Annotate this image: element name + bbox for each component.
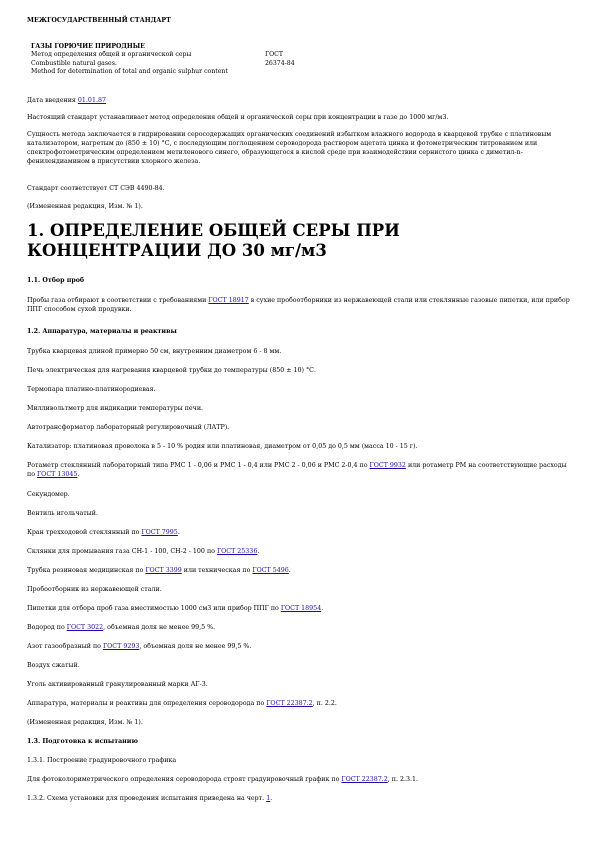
gost-5496-link[interactable]: ГОСТ 5496 — [252, 567, 289, 574]
section-1-title: 1. ОПРЕДЕЛЕНИЕ ОБЩЕЙ СЕРЫ ПРИ КОНЦЕНТРАЦИИ ДО 30 мг/м3 — [27, 221, 400, 260]
list-item: Склянки для промывания газа СН-1 - 100, СН-2 - 100 по ГОСТ 25336. — [27, 548, 260, 555]
subsection-1-1-title: 1.1. Отбор проб — [27, 277, 85, 284]
list-item: Пипетки для отбора проб газа вместимостью 1000 см3 или прибор ППГ по ГОСТ 18954. — [27, 605, 324, 612]
gost-13045-link[interactable]: ГОСТ 13045 — [37, 471, 78, 478]
list-item: Милливольтметр для индикации температуры печи. — [27, 405, 204, 412]
gost-9932-link[interactable]: ГОСТ 9932 — [369, 462, 406, 469]
list-item: Вентиль игольчатый. — [27, 510, 98, 517]
list-item: Пробоотборник из нержавеющей стали. — [27, 586, 162, 593]
list-item: Катализатор: платиновая проволока в 5 - 10 % родия или платиновая, диаметром от 0,05 до 0,5 мм (масса 10 - 15 г). — [27, 443, 418, 450]
list-item: Трубка кварцевая длиной примерно 50 см, внутренним диаметром 6 - 8 мм. — [27, 348, 282, 355]
list-item: Автотрансформатор лабораторный регулировочный (ЛАТР). — [27, 424, 230, 431]
meta-row — [31, 51, 571, 59]
list-item: Кран трехходовой стеклянный по ГОСТ 7995. — [27, 529, 180, 536]
gost-7995-link[interactable]: ГОСТ 7995 — [141, 529, 178, 536]
drawing-1-link[interactable]: 1 — [266, 795, 271, 802]
meta-row — [31, 60, 571, 68]
gost-22387-2-link[interactable]: ГОСТ 22387.2 — [341, 776, 388, 783]
method-essence-paragraph: Сущность метода заключается в гидрировании серосодержащих органических соединений избытком влажного водорода в кварцевой трубке с платиновым катализатором, нагретым до (850 ± 10) °С, с последующим поглощением сероводорода раствором ацетата цинка и фотометрическим титрованием или спектрофотометрическим определением метиленового синего, образующегося в кислой среде при взаимодействии сернистого цинка с диметил-n-фенилендиамином в присутствии хлорного железа. — [27, 131, 552, 165]
list-item: Термопара платино-платинородиевая. — [27, 386, 156, 393]
subsection-1-3-1-title: 1.3.1. Построение градуировочного графика — [27, 757, 177, 764]
gost-18917-link[interactable]: ГОСТ 18917 — [208, 297, 249, 304]
gost-22387-2-link[interactable]: ГОСТ 22387.2 — [266, 700, 313, 707]
list-item: Ротаметр стеклянный лабораторный типа РМС 1 - 0,06 и РМС 1 - 0,4 или РМС 2 - 0,06 и РМС 2-0,4 по ГОСТ 9932 или ротаметр РМ на соответствующие расходы по ГОСТ 13045. — [27, 462, 567, 478]
subsection-1-2-title: 1.2. Аппаратура, материалы и реактивы — [27, 328, 177, 335]
list-item: Трубка резиновая медицинская по ГОСТ 3399 или техническая по ГОСТ 5496. — [27, 567, 291, 574]
meta-title-en: Combustible natural gases. — [31, 59, 117, 67]
revision-note: (Измененная редакция, Изм. № 1). — [27, 203, 143, 210]
setup-scheme-paragraph: 1.3.2. Схема установки для проведения испытания приведена на черт. 1. — [27, 795, 273, 802]
meta-gost-label: ГОСТ — [265, 51, 284, 59]
list-item: Уголь активированный гранулированный марки АГ-3. — [27, 681, 208, 688]
gost-9293-link[interactable]: ГОСТ 9293 — [102, 643, 140, 650]
list-item: Секундомер. — [27, 491, 70, 498]
gost-18954-link[interactable]: ГОСТ 18954 — [280, 605, 322, 612]
introduction-date-value[interactable]: 01.01.87 — [77, 97, 106, 104]
subsection-1-3-title: 1.3. Подготовка к испытанию — [27, 738, 138, 745]
scope-paragraph: Настоящий стандарт устанавливает метод определения общей и органической серы при концентрации в газе до 1000 мг/м3. — [27, 114, 449, 121]
gost-25336-link[interactable]: ГОСТ 25336 — [216, 548, 258, 555]
list-item: Аппаратура, материалы и реактивы для определения сероводорода по ГОСТ 22387.2, п. 2.2. — [27, 700, 337, 707]
list-item: Печь электрическая для нагревания кварцевой трубки до температуры (850 ± 10) °С. — [27, 367, 316, 374]
intro-block — [27, 96, 575, 105]
standard-type: МЕЖГОСУДАРСТВЕННЫЙ СТАНДАРТ — [27, 17, 171, 24]
list-item: Азот газообразный по ГОСТ 9293, объемная доля не менее 99,5 %. — [27, 643, 252, 650]
meta-subtitle-en: Method for determination of total and organic sulphur content — [31, 68, 228, 76]
meta-gost-number: 26374-84 — [265, 59, 295, 67]
meta-title-ru: ГАЗЫ ГОРЮЧИЕ ПРИРОДНЫЕ — [31, 43, 145, 50]
meta-subtitle-ru: Метод определения общей и органической серы — [31, 51, 192, 59]
meta-row — [31, 43, 571, 51]
sampling-paragraph: Пробы газа отбирают в соответствии с требованиями ГОСТ 18917 в сухие пробоотборники из нержавеющей стали или стеклянные газовые пипетки, или прибор ППГ способом сухой продувки. — [27, 297, 570, 313]
standard-meta-block — [31, 43, 571, 77]
gost-3022-link[interactable]: ГОСТ 3022 — [66, 624, 104, 631]
meta-row — [31, 68, 571, 76]
list-item: Водород по ГОСТ 3022, объемная доля не менее 99,5 %. — [27, 624, 216, 631]
calibration-paragraph: Для фотоколориметрического определения сероводорода строят градуировочный график по ГОСТ 22387.2, п. 2.3.1. — [27, 776, 419, 783]
compliance-paragraph: Стандарт соответствует СТ СЭВ 4490-84. — [27, 185, 165, 192]
gost-3399-link[interactable]: ГОСТ 3399 — [145, 567, 182, 574]
revision-note: (Измененная редакция, Изм. № 1). — [27, 719, 143, 726]
list-item: Воздух сжатый. — [27, 662, 80, 669]
introduction-date: Дата введения 01.01.87 — [27, 97, 106, 104]
